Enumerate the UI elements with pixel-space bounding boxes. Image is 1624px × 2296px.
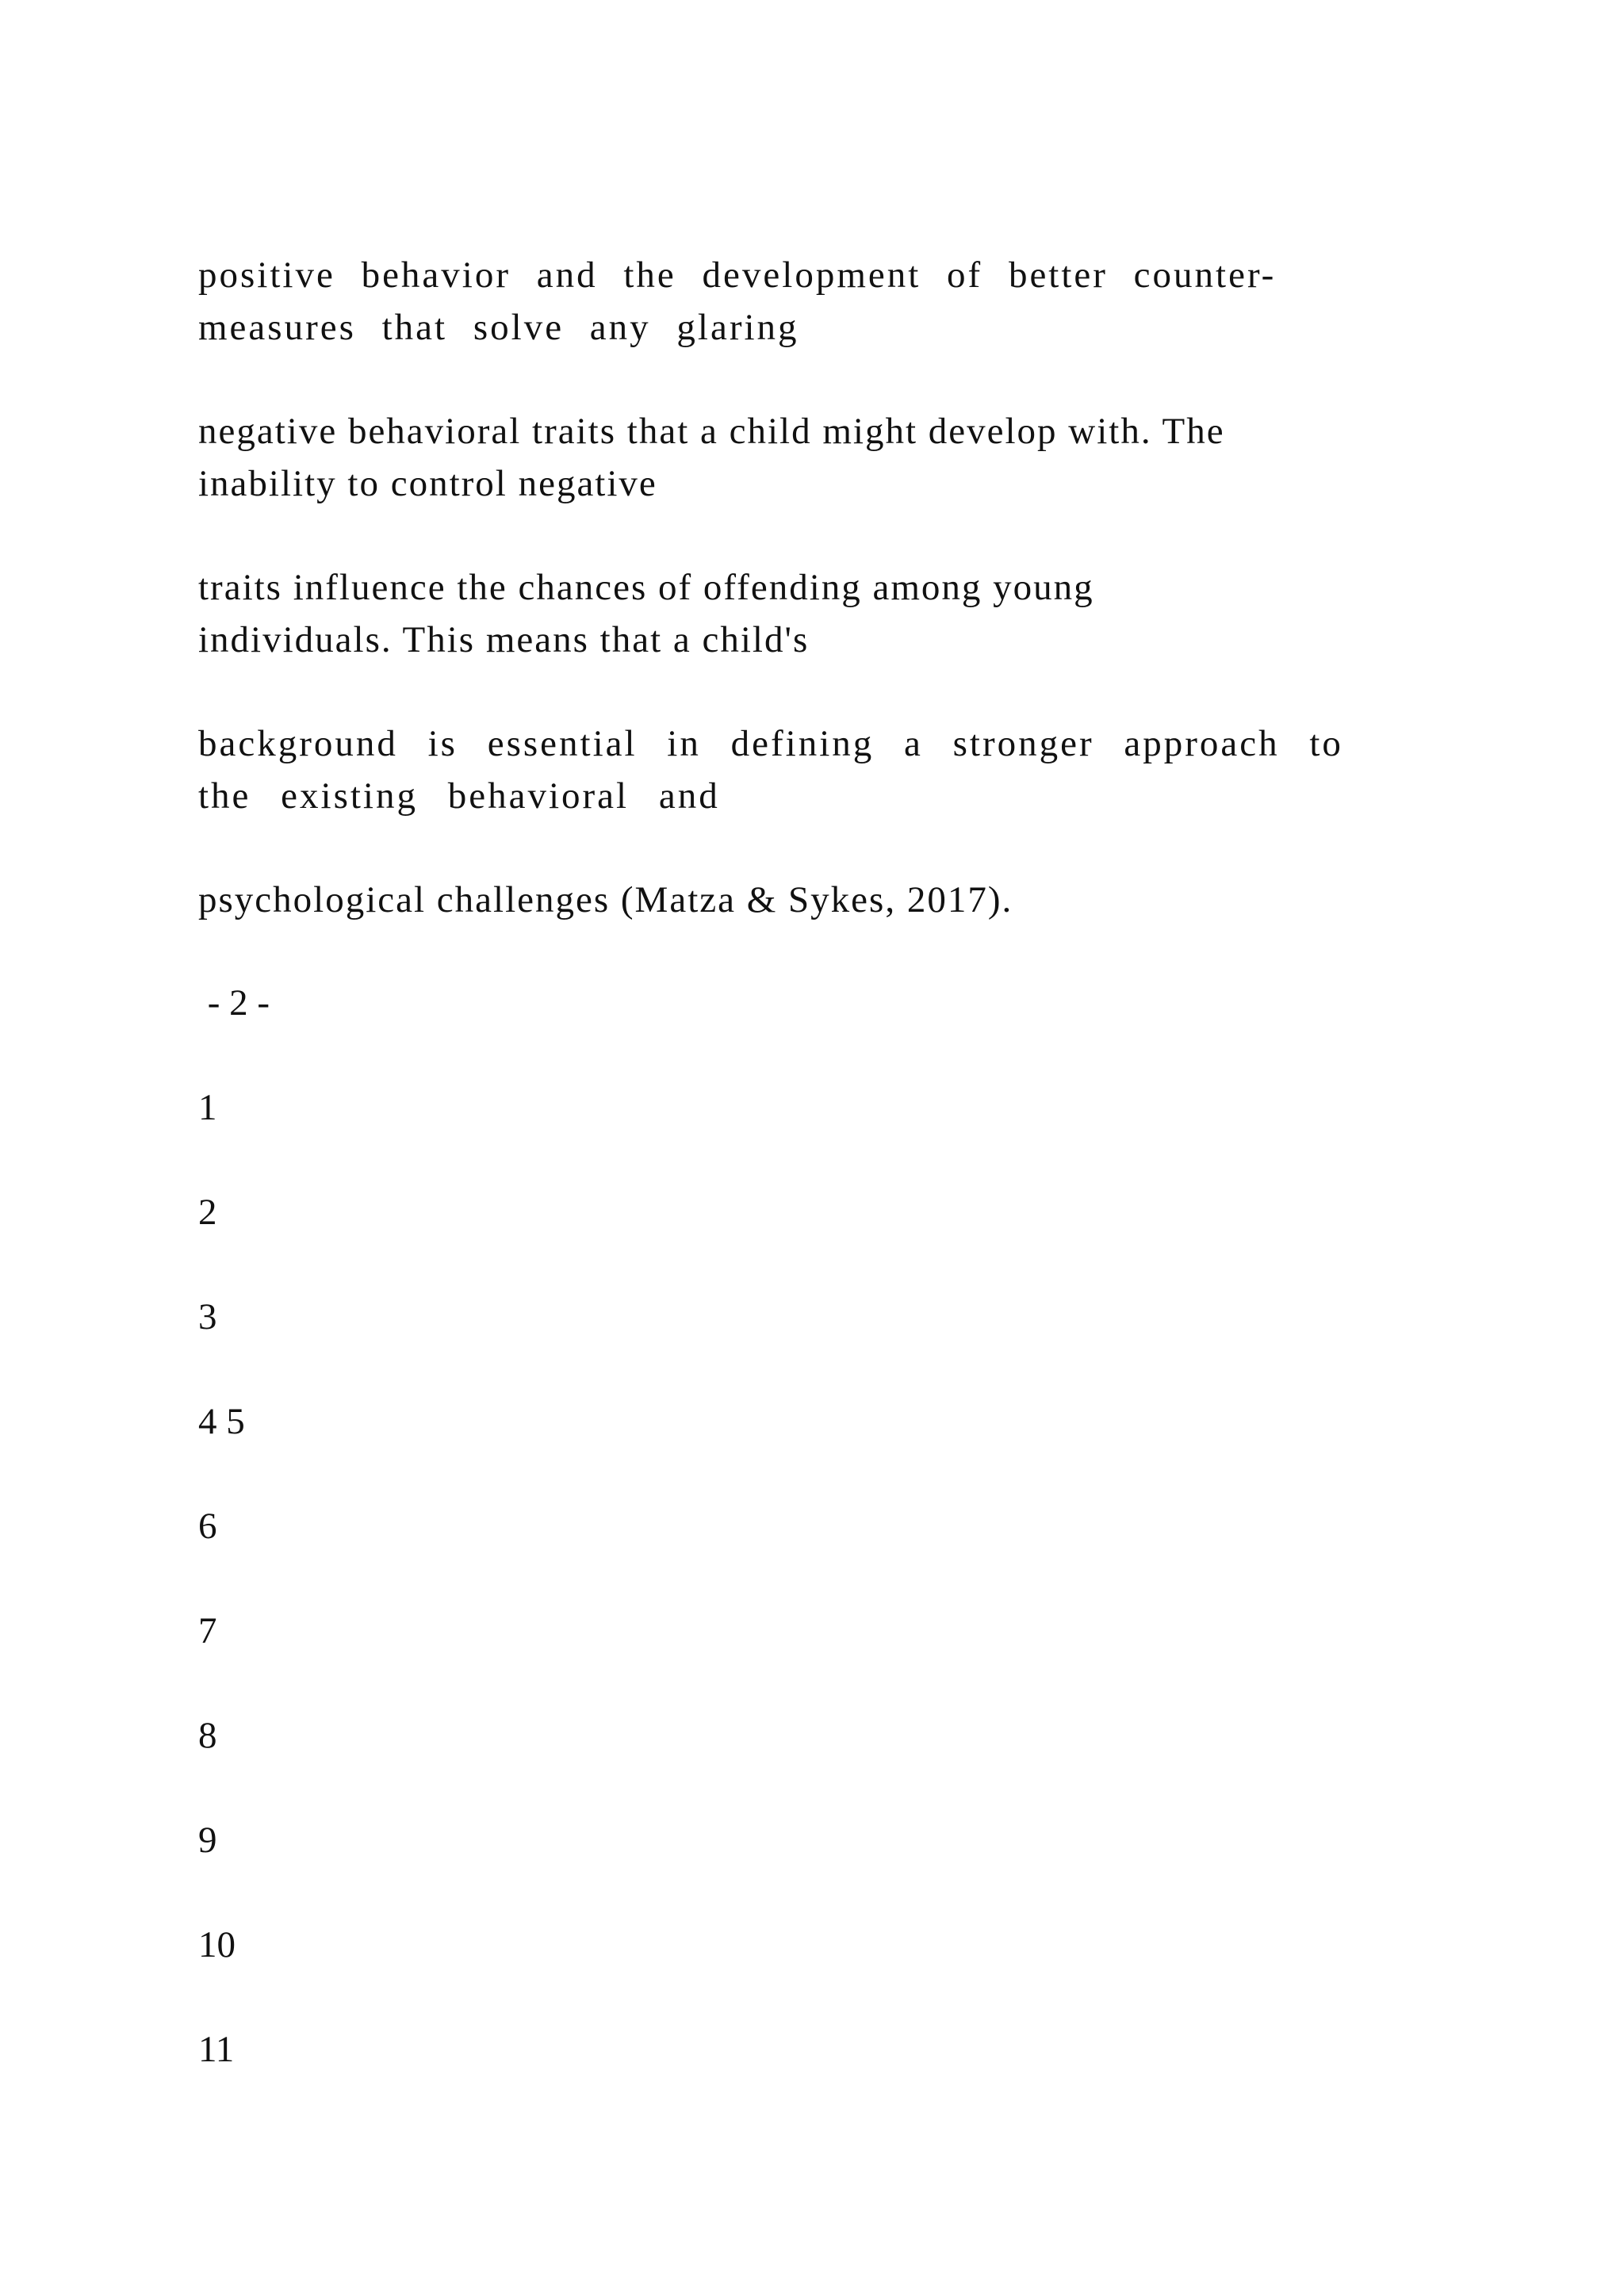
line-number: 10 [198, 1924, 236, 1965]
paragraph-line: traits influence the chances of offending among young [198, 567, 1094, 608]
line-number: 8 [198, 1715, 217, 1756]
line-number: 9 [198, 1820, 217, 1861]
paragraph-5 [198, 874, 1435, 926]
line-number: 4 5 [198, 1401, 245, 1442]
paragraph-line: the existing behavioral and [198, 775, 720, 817]
paragraph-line: negative behavioral traits that a child might develop with. The [198, 411, 1225, 452]
paragraph-line: measures that solve any glaring [198, 307, 799, 348]
paragraph-2 [198, 405, 1435, 510]
line-number: 2 [198, 1192, 217, 1233]
paragraph-4 [198, 718, 1435, 822]
paragraph-1 [198, 249, 1435, 354]
paragraph-line: inability to control negative [198, 463, 657, 504]
line-number: 7 [198, 1610, 217, 1651]
paragraph-line: positive behavior and the development of better counter- [198, 254, 1277, 296]
line-number: 6 [198, 1506, 217, 1547]
paragraph-line: background is essential in defining a stronger approach to [198, 723, 1343, 764]
line-number: 11 [198, 2029, 235, 2070]
paragraph-line: psychological challenges (Matza & Sykes, 2017). [198, 879, 1013, 920]
line-number: 3 [198, 1296, 217, 1337]
paragraph-line: individuals. This means that a child's [198, 619, 810, 660]
paragraph-3 [198, 561, 1435, 666]
page-number: - 2 - [198, 982, 270, 1024]
line-number: 1 [198, 1087, 217, 1128]
